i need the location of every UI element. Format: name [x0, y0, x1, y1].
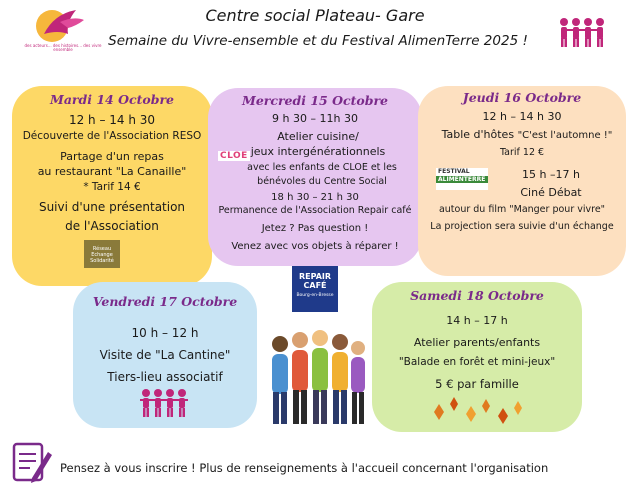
mardi-line1: Découverte de l'Association RESO	[22, 130, 202, 142]
samedi-line3: 5 € par famille	[435, 377, 519, 391]
mercredi-line3: avec les enfants de CLOE et les	[247, 162, 397, 173]
mercredi-line2: jeux intergénérationnels	[250, 145, 386, 158]
card-mercredi	[208, 88, 422, 266]
logo-tagline: des acteurs... des histoires... des vivre ensemble	[24, 43, 102, 53]
mardi-day: Mardi 14 Octobre	[50, 92, 174, 107]
card-samedi	[372, 282, 582, 432]
mardi-line6: de l'Association	[65, 219, 159, 233]
mardi-line2: Partage d'un repas	[60, 150, 164, 163]
card-jeudi	[418, 86, 626, 276]
people-icon	[556, 16, 606, 52]
cloe-logo: CLOE	[220, 151, 248, 161]
jeudi-line1-row	[432, 128, 622, 141]
mercredi-line4: bénévoles du Centre Social	[257, 176, 387, 187]
page-subtitle: Semaine du Vivre-ensemble et du Festival AlimenTerre 2025 !	[108, 33, 528, 49]
samedi-line2: "Balade en forêt et mini-jeux"	[398, 356, 556, 368]
samedi-time: 14 h – 17 h	[446, 314, 508, 327]
repair-logo-line1: REPAIR	[298, 272, 332, 281]
jeudi-time1: 12 h – 14 h 30	[482, 110, 562, 123]
mercredi-line1: Atelier cuisine/	[277, 130, 359, 143]
mercredi-line5: Permanence de l'Association Repair café	[218, 205, 412, 216]
vendredi-day: Vendredi 17 Octobre	[92, 294, 238, 309]
mardi-line4: * Tarif 14 €	[83, 181, 141, 193]
repair-logo-line3: Bourg-en-Bresse	[296, 293, 334, 298]
jeudi-line1: Table d'hôtes	[441, 128, 515, 141]
samedi-day: Samedi 18 Octobre	[410, 288, 544, 303]
jeudi-line3: Ciné Débat	[520, 186, 582, 199]
mercredi-line7: Venez avec vos objets à réparer !	[231, 241, 399, 252]
mercredi-day: Mercredi 15 Octobre	[241, 93, 388, 108]
card-vendredi	[73, 282, 257, 428]
samedi-line1: Atelier parents/enfants	[413, 336, 541, 349]
alimenterre-logo	[436, 168, 488, 190]
festival-logo-line1: FESTIVAL	[438, 168, 470, 175]
footer-note: Pensez à vous inscrire ! Plus de renseignements à l'accueil concernant l'organisation	[60, 461, 549, 475]
vendredi-line1: Visite de "La Cantine"	[99, 348, 231, 362]
repair-logo-line2: CAFÉ	[303, 281, 327, 290]
repair-cafe-logo	[292, 266, 338, 312]
mercredi-time1: 9 h 30 – 11h 30	[272, 112, 358, 125]
festival-logo-line2: ALIMENTERRE	[436, 176, 488, 183]
card-mardi	[12, 86, 212, 286]
jeudi-time2: 15 h –17 h	[522, 168, 580, 181]
jeudi-line2: Tarif 12 €	[499, 147, 545, 158]
registration-icon	[10, 440, 54, 490]
mardi-time: 12 h – 14 h 30	[68, 113, 156, 127]
group-illustration	[262, 320, 368, 430]
mercredi-time2: 18 h 30 – 21 h 30	[271, 192, 359, 203]
reso-logo	[84, 240, 120, 268]
jeudi-line5: La projection sera suivie d'un échange	[430, 221, 614, 232]
vendredi-time: 10 h – 12 h	[131, 326, 199, 340]
autumn-leaves-icon	[428, 392, 528, 432]
mercredi-line6: Jetez ? Pas question !	[261, 223, 369, 234]
people-hands-icon	[139, 388, 189, 422]
page-title: Centre social Plateau- Gare	[205, 6, 425, 25]
mardi-line5: Suivi d'une présentation	[38, 200, 186, 214]
jeudi-line1b: "C'est l'automne !"	[517, 130, 613, 141]
jeudi-day: Jeudi 16 Octobre	[462, 90, 582, 105]
reso-logo-text: Réseau Echange Solidarité	[90, 246, 114, 264]
vendredi-line2: Tiers-lieu associatif	[107, 370, 223, 384]
mardi-line3: au restaurant "La Canaille"	[37, 165, 187, 178]
jeudi-line4: autour du film "Manger pour vivre"	[438, 204, 606, 215]
